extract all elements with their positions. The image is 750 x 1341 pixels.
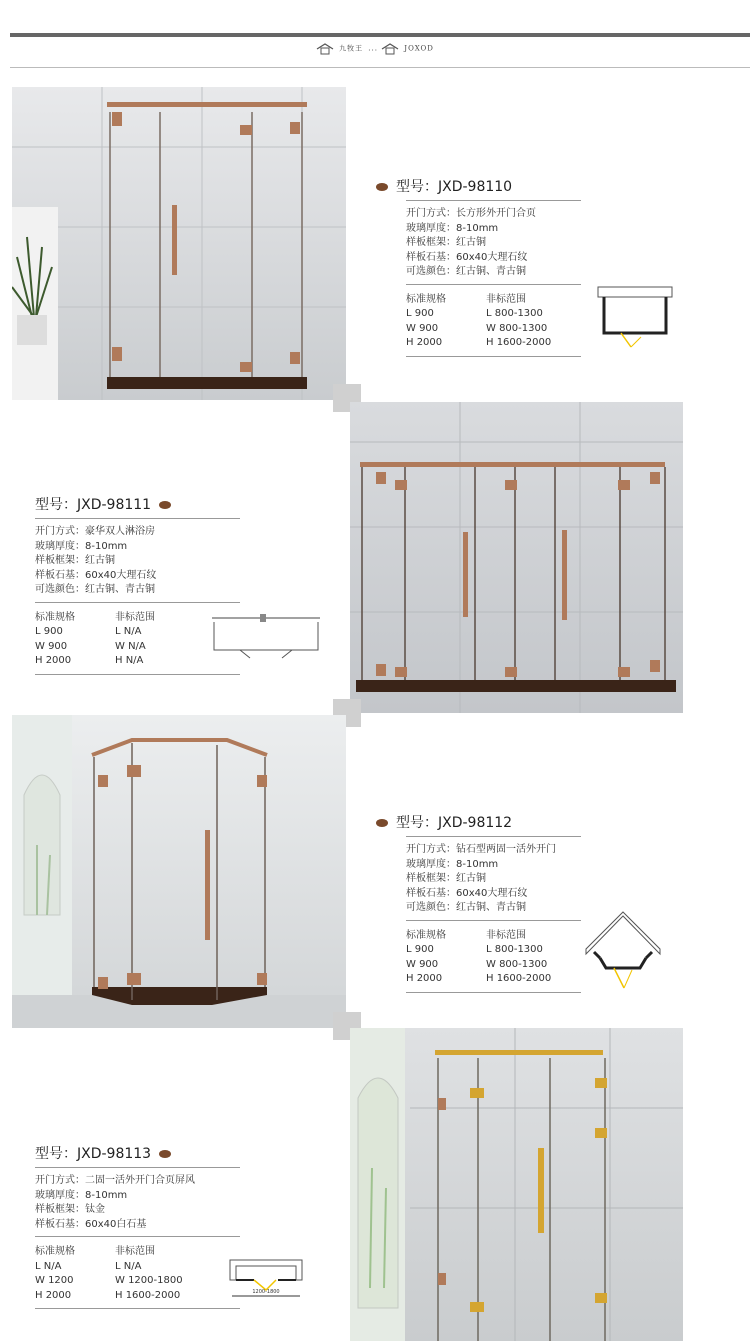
- bullet-dot-icon: [159, 501, 171, 509]
- nonstandard-header: 非标范围: [115, 1246, 155, 1257]
- divider: [406, 284, 581, 285]
- divider: [35, 1167, 240, 1168]
- ns-h: H 1600-2000: [486, 337, 552, 348]
- floorplan-diagram-98112: [584, 910, 662, 994]
- spec-line: 可选颜色：红古铜、青古铜: [406, 266, 526, 277]
- ns-l: L N/A: [115, 626, 142, 637]
- std-l: L N/A: [35, 1260, 62, 1272]
- product-photo-98112: [12, 715, 346, 1028]
- model-title: [35, 1145, 240, 1163]
- ns-h: H 1600-2000: [486, 973, 552, 984]
- ns-w: W 800-1300: [486, 322, 548, 334]
- ns-w: W 1200-1800: [115, 1275, 183, 1286]
- model-title: [376, 178, 581, 196]
- divider: [35, 1308, 240, 1309]
- spec-line: 样板石基：60x40大理石纹: [406, 887, 528, 899]
- standard-header: 标准规格: [35, 1246, 75, 1257]
- bullet-dot-icon: [159, 1150, 171, 1158]
- spec-line: 样板石基：60x40白石基: [35, 1218, 147, 1230]
- spec-line: 样板框架：红古铜: [406, 873, 486, 884]
- spec-line: 玻璃厚度：8-10mm: [406, 222, 499, 234]
- house-logo-icon-2: [381, 43, 399, 55]
- standard-header: 标准规格: [406, 293, 446, 305]
- spec-block-98110: [376, 178, 581, 357]
- ns-w: W N/A: [115, 640, 146, 652]
- divider: [406, 920, 581, 921]
- model-number: 型号：JXD-98110: [396, 179, 513, 195]
- brand-name-en: JOXOD: [404, 44, 434, 53]
- std-w: W 900: [406, 322, 439, 334]
- std-h: H 2000: [35, 1289, 72, 1301]
- spec-line: 玻璃厚度：8-10mm: [406, 858, 499, 870]
- std-w: W 1200: [35, 1275, 74, 1286]
- header-divider: [10, 67, 750, 68]
- std-h: H 2000: [406, 337, 443, 348]
- product-photo-98113: [350, 1028, 683, 1341]
- ns-l: L 800-1300: [486, 308, 543, 319]
- ns-h: H N/A: [115, 655, 144, 666]
- model-title: [35, 496, 240, 514]
- brand-logo: 九牧王 ... JOXOD: [0, 38, 750, 64]
- header-bar: [10, 33, 750, 37]
- spec-line: 开门方式：长方形外开门合页: [406, 208, 536, 219]
- divider: [35, 602, 240, 603]
- brand-name-cn: 九牧王: [339, 44, 364, 53]
- spec-line: 可选颜色：红古铜、青古铜: [35, 584, 155, 595]
- divider: [406, 836, 581, 837]
- divider: [35, 518, 240, 519]
- ns-l: L 800-1300: [486, 944, 543, 955]
- spec-line: 开门方式：二固一活外开门合页屏风: [35, 1175, 195, 1186]
- std-w: W 900: [35, 640, 68, 652]
- divider: [35, 674, 240, 675]
- spec-line: 玻璃厚度：8-10mm: [35, 1189, 128, 1201]
- spec-line: 样板石基：60x40大理石纹: [406, 251, 528, 263]
- bullet-dot-icon: [376, 819, 388, 827]
- spec-line: 样板框架：红古铜: [406, 237, 486, 248]
- house-logo-icon: [316, 43, 334, 55]
- ns-w: W 800-1300: [486, 958, 548, 970]
- spec-block-98113: [35, 1145, 240, 1309]
- spec-block-98112: [376, 814, 581, 993]
- divider: [406, 356, 581, 357]
- spec-line: 样板框架：红古铜: [35, 555, 115, 566]
- divider: [406, 992, 581, 993]
- std-l: L 900: [406, 944, 434, 955]
- std-l: L 900: [35, 626, 63, 637]
- spec-line: 样板框架：钛金: [35, 1204, 105, 1215]
- nonstandard-header: 非标范围: [115, 611, 155, 623]
- std-l: L 900: [406, 308, 434, 319]
- std-h: H 2000: [35, 655, 72, 666]
- nonstandard-header: 非标范围: [486, 929, 526, 941]
- nonstandard-header: 非标范围: [486, 293, 526, 305]
- spec-line: 开门方式：豪华双人淋浴房: [35, 526, 155, 537]
- standard-header: 标准规格: [35, 611, 75, 623]
- bullet-dot-icon: [376, 183, 388, 191]
- model-number: 型号：JXD-98112: [396, 815, 513, 831]
- standard-header: 标准规格: [406, 929, 446, 941]
- std-h: H 2000: [406, 973, 443, 984]
- model-number: 型号：JXD-98111: [35, 497, 152, 513]
- ns-l: L N/A: [115, 1260, 142, 1272]
- floorplan-diagram-98110: [596, 285, 676, 357]
- spec-line: 玻璃厚度：8-10mm: [35, 540, 128, 552]
- spec-line: 开门方式：钻石型两固一活外开门: [406, 844, 556, 855]
- size-table: [406, 293, 581, 351]
- model-title: [376, 814, 581, 832]
- ns-h: H 1600-2000: [115, 1289, 181, 1301]
- spec-line: 可选颜色：红古铜、青古铜: [406, 902, 526, 913]
- floorplan-diagram-98113: [226, 1256, 306, 1304]
- floorplan-diagram-98111: [210, 612, 322, 662]
- product-photo-98110: [12, 87, 346, 400]
- divider: [35, 1236, 240, 1237]
- divider: [406, 200, 581, 201]
- size-table: [406, 929, 581, 987]
- model-number: 型号：JXD-98113: [35, 1146, 152, 1162]
- product-photo-98111: [350, 402, 683, 713]
- spec-line: 样板石基：60x40大理石纹: [35, 569, 157, 581]
- std-w: W 900: [406, 958, 439, 970]
- size-table: [35, 1245, 240, 1303]
- dimension-label: 1200-1800: [252, 1289, 280, 1295]
